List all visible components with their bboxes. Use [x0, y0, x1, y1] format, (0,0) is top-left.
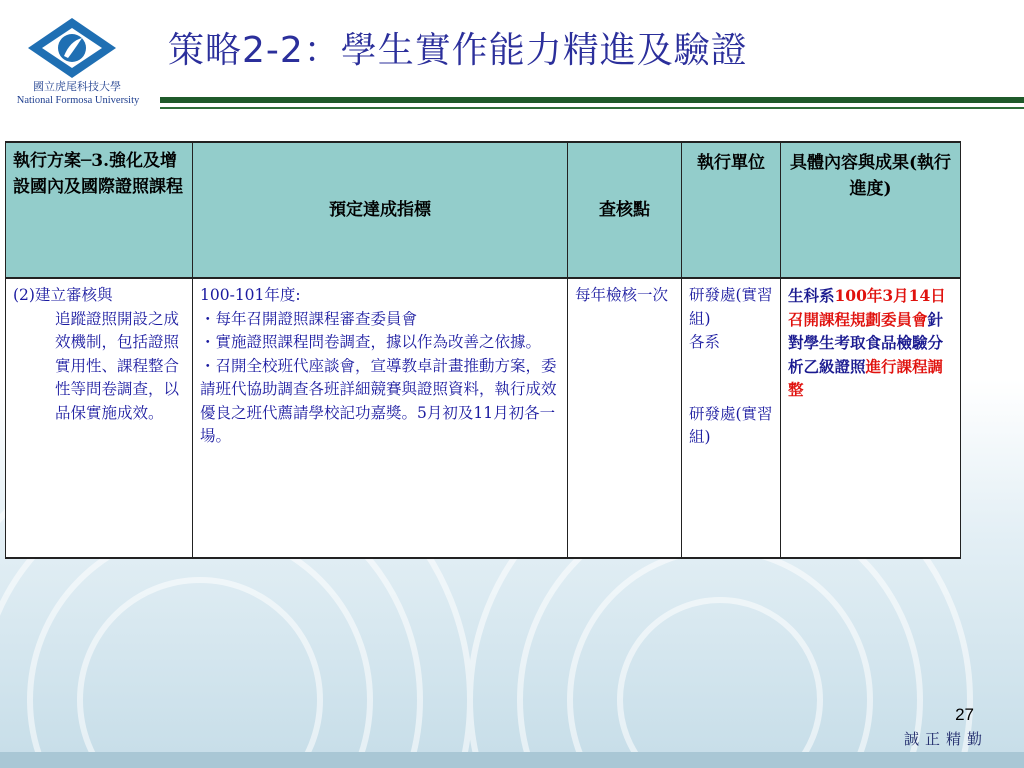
university-name-chinese: 國立虎尾科技大學 — [33, 80, 121, 93]
unit-a: 研發處(實習組) — [689, 286, 773, 328]
results-date: 100年3月14日召開課程規劃委員會 — [788, 286, 946, 329]
header-unit: 執行單位 — [682, 142, 781, 278]
table-header-row — [6, 142, 961, 278]
results-action: 進行課程調整 — [788, 356, 944, 399]
target-item-3: ・召開全校班代座談會，宣導教卓計畫推動方案，委請班代協助調查各班詳細競賽與證照資料，執行成效優良之班代薦請學校記功嘉獎。5月初及11月初各一場。 — [200, 356, 557, 445]
title-rule-thick — [160, 97, 1024, 103]
table-row — [6, 278, 961, 558]
header-target: 預定達成指標 — [193, 142, 568, 278]
university-logo-icon — [24, 16, 120, 80]
target-item-1: ・每年召開證照課程審查委員會 — [200, 309, 418, 328]
slide-title: 策略2-2：學生實作能力精進及驗證 — [168, 30, 748, 71]
cell-unit — [682, 278, 781, 558]
cell-target — [193, 278, 568, 558]
unit-c: 研發處(實習組) — [689, 404, 773, 446]
plan-text: 追蹤證照開設之成效機制，包括證照實用性、課程整合性等問卷調查，以品保實施成效。 — [55, 309, 180, 422]
header-results: 具體內容與成果(執行進度) — [781, 142, 961, 278]
strategy-table — [5, 141, 961, 559]
header-plan: 執行方案─3.強化及增設國內及國際證照課程 — [6, 142, 193, 278]
title-rule-thin — [160, 107, 1024, 109]
results-dept: 生科系 — [788, 286, 835, 305]
unit-b: 各系 — [689, 333, 721, 351]
cell-plan — [6, 278, 193, 558]
page-number: 27 — [955, 705, 974, 724]
header-checkpoint: 查核點 — [568, 142, 682, 278]
university-name-english: National Formosa University — [16, 95, 140, 106]
target-item-2: ・實施證照課程問卷調查，據以作為改善之依據。 — [200, 333, 542, 351]
bottom-band — [0, 752, 1024, 768]
university-motto: 誠正精勤 — [904, 730, 989, 748]
results-detail: 針對學生考取食品檢驗分析乙級證照 — [788, 309, 944, 376]
cell-results — [781, 278, 961, 558]
cell-checkpoint: 每年檢核一次 — [568, 278, 682, 558]
unit-gap — [689, 355, 773, 403]
target-heading: 100-101年度: — [200, 286, 301, 304]
plan-lead: (2)建立審核與 — [13, 286, 113, 304]
